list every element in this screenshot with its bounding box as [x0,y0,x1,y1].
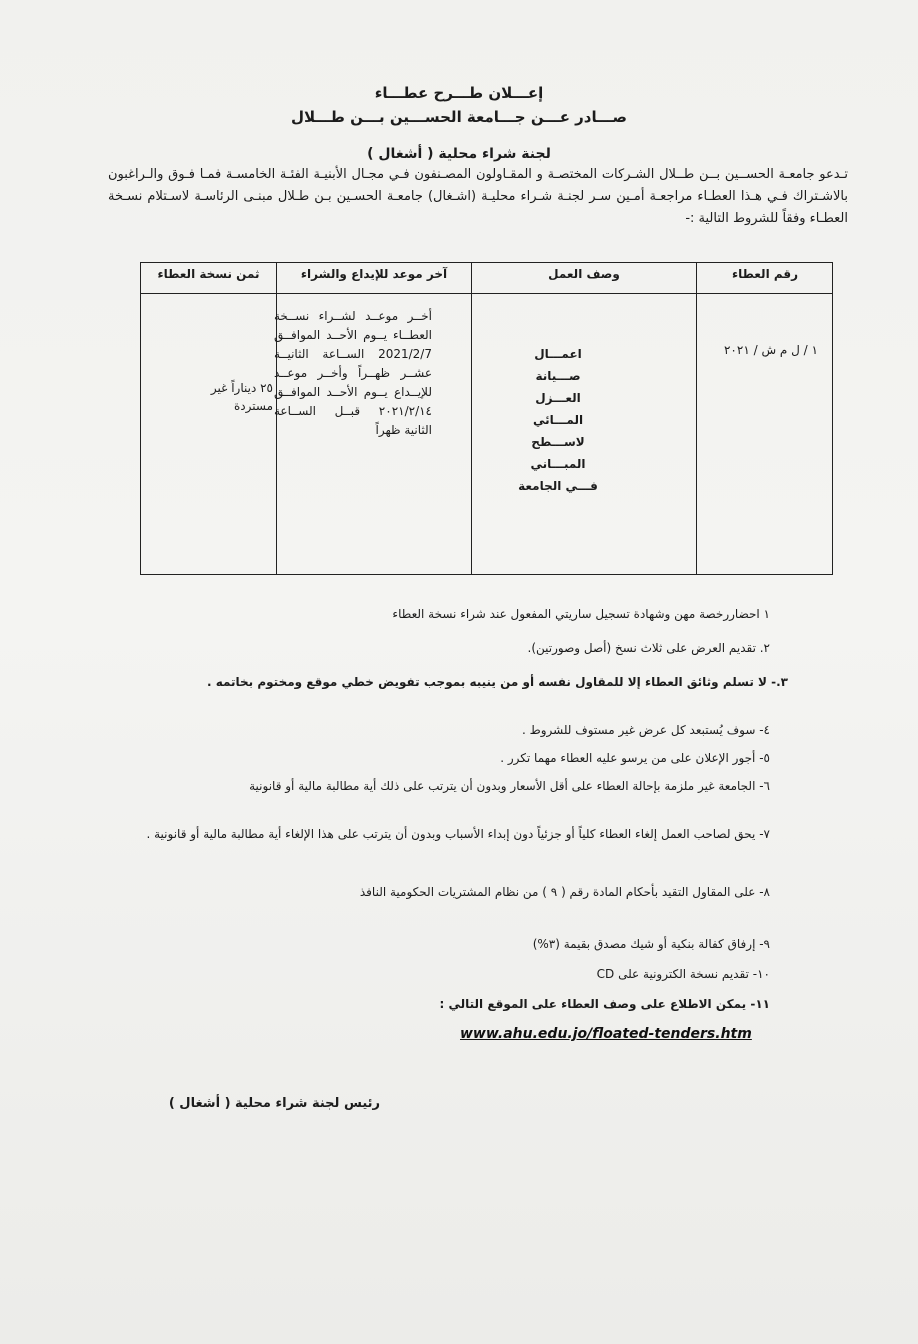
condition-item: ٤- سوف يُستبعد كل عرض غير مستوف للشروط . [521,723,770,737]
announcement-title: إعـــلان طـــرح عطـــاء [374,84,544,102]
table-col-divider [471,263,472,574]
cell-tender-no: ١ / ل م ش / ٢٠٢١ [723,343,818,357]
table-header-divider [141,293,832,294]
tenders-website-link[interactable]: www.ahu.edu.jo/floated-tenders.htm [460,1026,752,1042]
cell-work-desc: اعمـــال صـــيانة العـــزل المـــائي لاســـطح المبـــاني فـــي الجامعة [518,347,598,493]
condition-item: ١١- يمكن الاطلاع على وصف العطاء على الموقع التالي : [439,997,770,1011]
condition-item: ١٠- تقديم نسخة الكترونية على CD [596,967,770,981]
condition-item: ٨- على المقاول التقيد بأحكام المادة رقم ( ٩ ) من نظام المشتريات الحكومية النافذ [359,885,770,899]
header-tender-no: رقم العطاء [731,267,799,281]
condition-item: ٦- الجامعة غير ملزمة بإحالة العطاء على أقل الأسعار وبدون أن يترتب على ذلك أية مطالبة مالية أو قانونية [249,779,770,793]
condition-item: ٣.- لا تسلم وثائق العطاء إلا للمقاول نفسه أو من ينيبه بموجب تفويض خطي موقع ومختوم بخاتمه . [206,675,788,689]
issuer-line: صـــادر عـــن جـــامعة الحســـين بـــن طـــلال [290,108,628,126]
intro-paragraph: تـدعو جامعـة الحســين بــن طــلال الشـركات المختصـة و المقـاولون المصـنفون فـي مجـال الأبنيـة الفئـة الخامسـة فمـا فـوق والـراغبون بالاشـتراك فـي هـذا العطـاء مراجعـة أمـين سـر لجنـة شـراء محليـة (اشـغال) جامعـة الحسـين بـن طـلال مبنـى الرئاسـة لاسـتلام نسـخة العطـاء وفقاً للشروط التالية :- [108,167,848,226]
condition-item: ٩- إرفاق كفالة بنكية أو شيك مصدق بقيمة (٣%) [532,937,770,951]
condition-item: ٥- أجور الإعلان على من يرسو عليه العطاء مهما تكرر . [500,751,770,765]
header-deadline: آخر موعد للإيداع والشراء [300,267,448,281]
condition-item: ٧- يحق لصاحب العمل إلغاء العطاء كلياً أو جزئياً دون إبداء الأسباب وبدون أن يترتب على هذا الإلغاء أية مطالبة مالية أو قانونية . [146,827,770,841]
cell-deadline: أخــر موعــد لشــراء نســخة العطــاء يــوم الأحــد الموافــق 2021/2/7 الســاعة الثانيــة عشــر ظهــراً وأخــر موعــد للإيــداع يــوم الأحــد الموافــق ٢٠٢١/٢/١٤ قبــل الســاعة الثانية ظهراً [274,309,432,437]
header-price: ثمن نسخة العطاء [157,267,260,281]
header-work-desc: وصف العمل [548,267,620,281]
cell-price: ٢٥ ديناراً غير مستردة [210,381,273,413]
condition-item: ٢. تقديم العرض على ثلاث نسخ (أصل وصورتين). [527,641,770,655]
table-col-divider [696,263,697,574]
tender-table [140,262,833,575]
signature-line: رئيس لجنة شراء محلية ( أشغال ) [168,1096,380,1111]
condition-item: ١ احضاررخصة مهن وشهادة تسجيل ساريتي المفعول عند شراء نسخة العطاء [392,607,770,621]
committee-line: لجنة شراء محلية ( أشغال ) [367,146,551,162]
